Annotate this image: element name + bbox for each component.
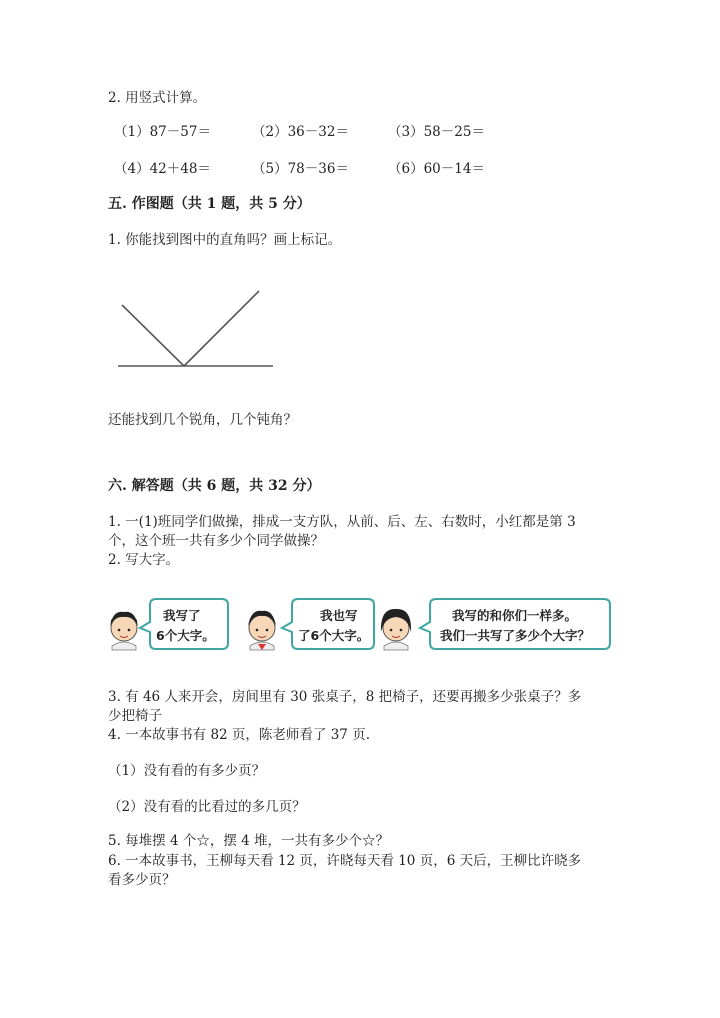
section-6-question-1-line-1: 1. 一(1)班同学们做操，排成一支方队，从前、后、左、右数时，小红都是第 3 (108, 514, 576, 530)
section-5-heading: 五. 作图题（共 1 题，共 5 分） (108, 196, 311, 212)
section-6-question-6-line-2: 看多少页？ (108, 872, 176, 888)
calc-item-4: （4）42＋48＝ (114, 161, 211, 177)
question-2-title: 2. 用竖式计算。 (108, 90, 207, 106)
boy-1-avatar (110, 612, 138, 650)
calc-item-3: （3）58－25＝ (388, 124, 485, 140)
section-6-question-2: 2. 写大字。 (108, 552, 180, 568)
section-5-followup: 还能找到几个锐角，几个钝角？ (108, 412, 297, 428)
section-6-question-3-line-1: 3. 有 46 人来开会，房间里有 30 张桌子，8 把椅子，还要再搬多少张桌子？多 (108, 689, 582, 705)
calc-item-5: （5）78－36＝ (252, 161, 349, 177)
calc-item-2: （2）36－32＝ (252, 124, 349, 140)
question-4-sub-1: （1）没有看的有多少页？ (108, 763, 266, 779)
section-6-question-4: 4. 一本故事书有 82 页，陈老师看了 37 页. (108, 727, 370, 743)
boy-2-avatar (248, 611, 276, 650)
bubble-1-line-1: 我写了 (163, 608, 201, 623)
bubble-2-line-1: 我也写 (320, 608, 358, 623)
section-6-question-6-line-1: 6. 一本故事书，王柳每天看 12 页，许晓每天看 10 页，6 天后，王柳比许晓多 (108, 853, 582, 869)
bubble-2-line-2: 了6个大字。 (298, 628, 370, 643)
question-4-sub-2: （2）没有看的比看过的多几页？ (108, 799, 306, 815)
calc-item-6: （6）60－14＝ (388, 161, 485, 177)
section-5-question-1: 1. 你能找到图中的直角吗？画上标记。 (108, 232, 342, 248)
section-6-question-5: 5. 每堆摆 4 个☆，摆 4 堆，一共有多少个☆？ (108, 833, 390, 849)
section-6-question-3-line-2: 少把椅子 (108, 708, 162, 724)
bubble-3-line-1: 我写的和你们一样多。 (452, 608, 578, 623)
speech-bubble-1 (140, 599, 228, 649)
section-6-question-1-line-2: 个，这个班一共有多少个同学做操？ (108, 533, 324, 549)
bubble-1-line-2: 6个大字。 (156, 628, 215, 643)
section-6-heading: 六. 解答题（共 6 题，共 32 分） (108, 478, 321, 494)
girl-avatar (381, 609, 411, 650)
speech-bubble-3 (420, 599, 610, 649)
bubble-3-line-2: 我们一共写了多少个大字？ (440, 628, 591, 643)
calc-item-1: （1）87－57＝ (114, 124, 211, 140)
speech-bubble-2 (282, 599, 374, 649)
